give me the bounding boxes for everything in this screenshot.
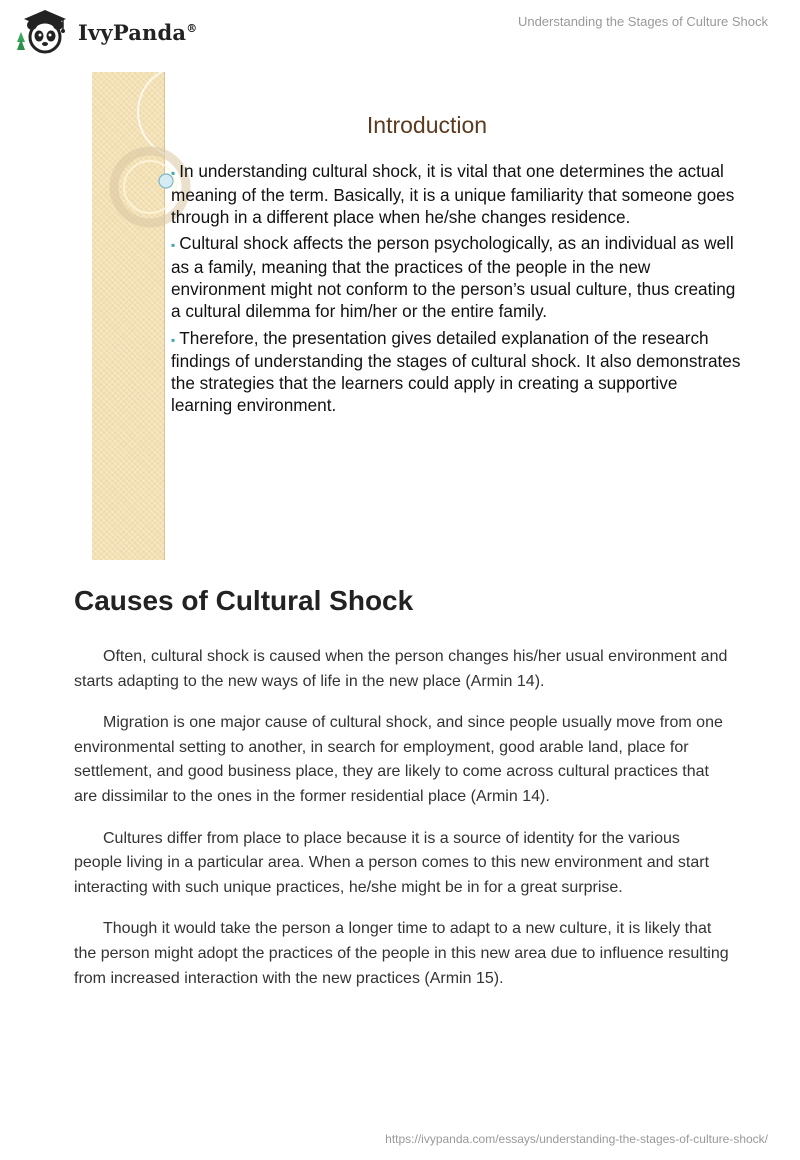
slide-bullet: ▪ Therefore, the presentation gives detailed explanation of the research findings of understanding the stages of cultural shock. It also demonstrates the strategies that the learners could apply in creating a supportive learning environment. (171, 327, 741, 415)
slide-bullet: ▪ In understanding cultural shock, it is vital that one determines the actual meaning of the term. Basically, it is a unique familiarity that someone goes through in a different place when he/she changes residence. (171, 161, 735, 227)
paragraph: Migration is one major cause of cultural shock, and since people usually move from one environmental setting to another, in search for employment, good arable land, place for settlement, and good business place, they are likely to come across cultural practices that are dissimilar to the ones in the former residential place (Armin 14). (74, 714, 723, 805)
source-url[interactable]: https://ivypanda.com/essays/understanding-the-stages-of-culture-shock/ (385, 1132, 768, 1146)
brand-name: IvyPanda® (78, 19, 198, 45)
bullet-dot-icon: ▪ (171, 332, 176, 347)
document-title: Understanding the Stages of Culture Shock (517, 14, 768, 29)
slide-bullet-list (171, 161, 741, 422)
slide-image (92, 72, 742, 560)
registered-mark: ® (186, 21, 198, 35)
bullet-dot-icon: ▪ (171, 238, 176, 253)
logo[interactable] (14, 8, 204, 56)
slide-title: Introduction (366, 112, 488, 138)
panda-graduate-icon (14, 8, 76, 56)
site-header (0, 0, 800, 60)
section-heading: Causes of Cultural Shock (74, 585, 414, 616)
paragraph: Cultures differ from place to place because it is a source of identity for the various people living in a particular area. When a person comes to this new environment and start interacting with such unique practices, he/she might be in for a great surprise. (74, 829, 710, 896)
slide-bullet: ▪ Cultural shock affects the person psychologically, as an individual as well as a family, meaning that the practices of the people in the new environment might not conform to the person’s usual culture, thus creating a cultural dilemma for him/her or the entire family. (171, 233, 736, 321)
section-body (74, 645, 729, 1008)
bullet-dot-icon: ▪ (171, 166, 176, 180)
paragraph: Though it would take the person a longer time to adapt to a new culture, it is likely that the person might adopt the practices of the people in this new area due to influence resulting from increased interaction with the new practices (Armin 15). (74, 920, 729, 987)
paragraph: Often, cultural shock is caused when the person changes his/her usual environment and starts adapting to the new ways of life in the new place (Armin 14). (74, 648, 728, 690)
